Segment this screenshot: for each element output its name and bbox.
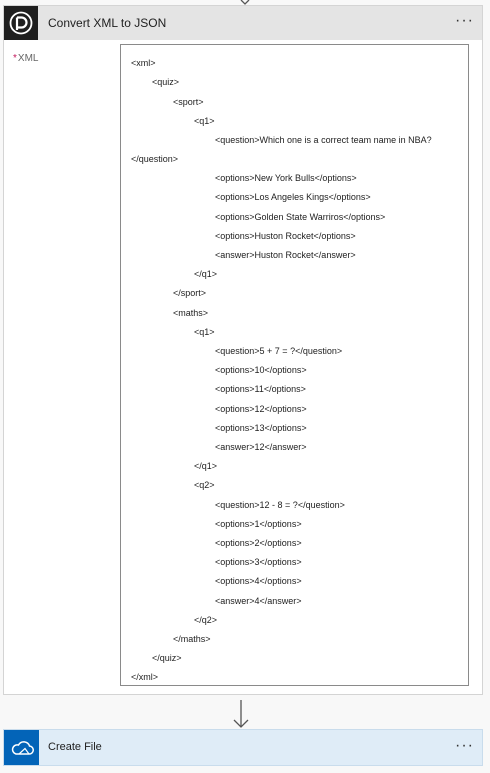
action-title: Convert XML to JSON: [48, 16, 167, 30]
xml-line: <maths>: [173, 308, 209, 318]
convert-xml-to-json-action-card[interactable]: [3, 5, 483, 695]
xml-line: <options>11</options>: [215, 384, 306, 394]
more-options-button[interactable]: ···: [455, 737, 474, 754]
xml-line: <options>4</options>: [215, 576, 302, 586]
xml-line: </q1>: [194, 269, 218, 279]
more-options-button[interactable]: ···: [455, 12, 474, 29]
action-header[interactable]: [4, 6, 482, 40]
xml-line: <options>Golden State Warriros</options>: [215, 212, 386, 222]
xml-label-text: XML: [17, 53, 39, 64]
xml-line: <answer>12</answer>: [215, 442, 307, 452]
xml-line: </sport>: [173, 288, 207, 298]
xml-line: <options>Huston Rocket</options>: [215, 231, 356, 241]
xml-line: <options>13</options>: [215, 423, 307, 433]
xml-line: <options>2</options>: [215, 538, 302, 548]
xml-line: <sport>: [173, 97, 204, 107]
xml-line: </xml>: [131, 672, 159, 682]
power-automate-icon: [4, 6, 38, 40]
xml-line: <options>12</options>: [215, 404, 307, 414]
required-mark: *: [13, 53, 17, 64]
xml-line: <options>1</options>: [215, 519, 302, 529]
xml-line: <q2>: [194, 480, 215, 490]
xml-line: </maths>: [173, 634, 211, 644]
xml-line: </q1>: [194, 461, 218, 471]
xml-line: <q1>: [194, 327, 215, 337]
xml-line: </q2>: [194, 615, 218, 625]
xml-line: </quiz>: [152, 653, 182, 663]
xml-line: <question>5 + 7 = ?</question>: [215, 346, 343, 356]
xml-input-field[interactable]: [120, 44, 469, 686]
xml-line: <question>Which one is a correct team name in NBA?: [215, 135, 432, 145]
xml-line: <answer>Huston Rocket</answer>: [215, 250, 356, 260]
xml-line: <options>10</options>: [215, 365, 307, 375]
xml-line: <xml>: [131, 58, 156, 68]
xml-line: <quiz>: [152, 77, 180, 87]
create-file-action-card[interactable]: [3, 729, 483, 766]
xml-line: <options>3</options>: [215, 557, 302, 567]
xml-line: <options>Los Angeles Kings</options>: [215, 192, 371, 202]
xml-line: <answer>4</answer>: [215, 596, 302, 606]
xml-line: </question>: [131, 154, 179, 164]
xml-field-label: [13, 53, 38, 64]
xml-line: <options>New York Bulls</options>: [215, 173, 357, 183]
arrow-down-icon: [231, 700, 251, 730]
xml-line: <q1>: [194, 116, 215, 126]
xml-line: <question>12 - 8 = ?</question>: [215, 500, 345, 510]
onedrive-cloud-icon: [4, 730, 39, 765]
action-title: Create File: [48, 741, 102, 753]
